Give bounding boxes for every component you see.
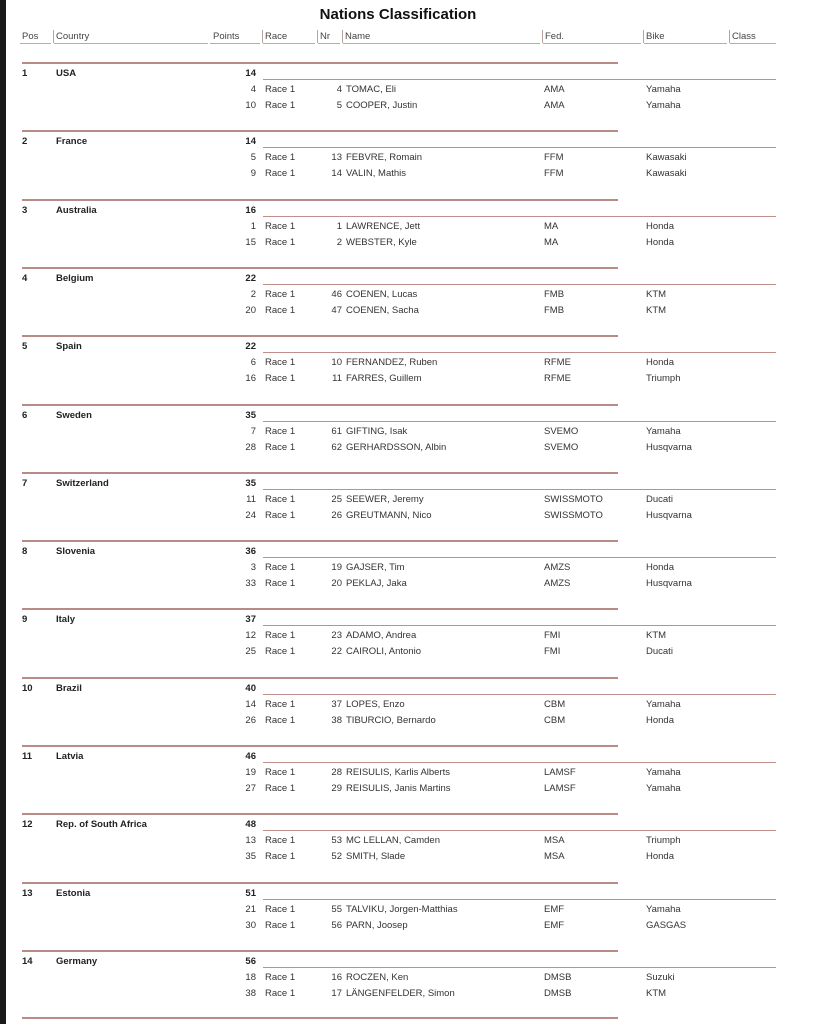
rider-fed: MA [544,220,559,232]
rider-bike: Yamaha [646,100,681,111]
nation-points: 48 [245,819,256,831]
nation-separator [22,540,618,542]
nation-separator [22,404,618,406]
header-race: Race [265,31,288,42]
rider-bike: Yamaha [646,84,681,95]
header-points: Points [213,31,240,42]
rider-nr: 46 [331,288,342,300]
rider-points: 30 [245,919,256,931]
header-name: Name [345,31,371,42]
rider-race: Race 1 [265,971,296,983]
nation-country: Sweden [56,409,92,421]
rider-nr: 37 [331,698,342,710]
rider-nr: 47 [331,304,342,316]
rider-nr: 13 [331,152,342,164]
rider-points: 16 [245,373,256,385]
rider-fed: FMB [544,304,565,316]
rider-bike: Suzuki [646,971,675,983]
nation-points: 35 [245,409,256,421]
nation-block [0,130,823,198]
rider-nr: 17 [331,987,342,999]
nation-separator [22,950,618,952]
rider-bike: Yamaha [646,767,681,778]
rider-points: 4 [250,84,256,95]
rider-race: Race 1 [265,987,296,999]
header-country: Country [56,31,90,42]
rider-nr: 19 [331,562,342,574]
rider-name: REISULIS, Karlis Alberts [346,767,451,778]
rider-nr: 38 [331,714,342,726]
rider-fed: FMI [544,646,561,658]
rider-points: 28 [245,441,256,453]
nation-pos: 14 [22,955,33,967]
nation-separator [22,882,618,884]
rider-fed: MA [544,236,559,248]
rider-fed: SVEMO [544,441,579,453]
rider-race: Race 1 [265,767,296,778]
rider-bike: Triumph [646,835,681,847]
nation-separator [22,745,618,747]
rider-name: PARN, Joosep [346,919,408,931]
rider-fed: CBM [544,714,566,726]
nation-points: 22 [245,272,256,284]
nation-points-underline [263,147,776,148]
nation-block [0,813,823,881]
nation-block [0,608,823,676]
header-underline-name [343,30,540,44]
nation-pos: 2 [22,136,28,148]
rider-bike: Kawasaki [646,168,687,180]
rider-fed: AMA [544,100,565,111]
nation-country: Switzerland [56,477,109,489]
page-title: Nations Classification [319,6,477,23]
nation-points-underline [263,967,776,968]
nation-country: Italy [56,614,76,626]
nation-points: 40 [245,682,256,694]
nation-country: Estonia [56,887,91,899]
nation-points-underline [263,489,776,490]
rider-bike: Yamaha [646,425,681,437]
nation-pos: 9 [22,614,28,626]
nation-points: 56 [245,955,256,967]
rider-race: Race 1 [265,851,296,863]
rider-bike: Honda [646,562,674,574]
rider-points: 14 [245,698,256,710]
rider-name: GIFTING, Isak [346,425,408,437]
nation-points-underline [263,421,776,422]
nation-country: Rep. of South Africa [56,819,147,831]
nation-points-underline [263,625,776,626]
nation-separator [22,677,618,679]
nation-pos: 11 [22,751,33,762]
rider-fed: EMF [544,919,565,931]
rider-points: 1 [250,220,256,232]
rider-name: TOMAC, Eli [346,84,396,95]
rider-points: 9 [250,168,256,180]
rider-race: Race 1 [265,220,296,232]
nation-country: Brazil [56,682,82,694]
nation-points-underline [263,284,776,285]
rider-points: 12 [245,630,256,642]
rider-name: TIBURCIO, Bernardo [346,714,436,726]
rider-nr: 29 [331,783,342,794]
rider-points: 35 [245,851,256,863]
rider-bike: Husqvarna [646,578,692,590]
rider-nr: 5 [336,100,342,111]
rider-points: 25 [245,646,256,658]
rider-nr: 4 [336,84,342,95]
rider-points: 5 [250,152,256,164]
rider-name: GREUTMANN, Nico [346,509,432,521]
rider-name: GAJSER, Tim [346,562,405,574]
rider-name: FARRES, Guillem [346,373,422,385]
nation-points: 14 [245,68,256,79]
nation-separator [22,813,618,815]
rider-bike: Ducati [646,646,673,658]
rider-name: PEKLAJ, Jaka [346,578,407,590]
header-nr: Nr [320,31,331,42]
rider-bike: Yamaha [646,783,681,794]
rider-fed: FMI [544,630,561,642]
rider-race: Race 1 [265,304,296,316]
rider-race: Race 1 [265,152,296,164]
nation-points-underline [263,830,776,831]
nation-block [0,540,823,608]
nation-country: Germany [56,955,98,967]
rider-fed: SWISSMOTO [544,493,603,505]
rider-bike: KTM [646,304,667,316]
rider-points: 21 [245,903,256,915]
rider-race: Race 1 [265,714,296,726]
rider-points: 26 [245,714,256,726]
rider-points: 6 [250,357,256,369]
rider-bike: Yamaha [646,698,681,710]
rider-points: 13 [245,835,256,847]
rider-nr: 22 [331,646,342,658]
rider-name: COOPER, Justin [346,100,418,111]
rider-points: 27 [245,783,256,794]
rider-name: ADAMO, Andrea [346,630,417,642]
rider-race: Race 1 [265,441,296,453]
rider-nr: 10 [331,357,342,369]
rider-bike: Honda [646,236,674,248]
nation-block [0,882,823,950]
rider-bike: Honda [646,851,674,863]
nation-block [0,404,823,472]
rider-fed: AMA [544,84,565,95]
nation-pos: 3 [22,204,28,216]
rider-points: 38 [245,987,256,999]
nation-separator [22,608,618,610]
header-fed: Fed. [545,31,565,42]
column-header-row [0,30,823,44]
rider-race: Race 1 [265,236,296,248]
rider-name: TALVIKU, Jorgen-Matthias [346,903,458,915]
rider-nr: 55 [331,903,342,915]
rider-fed: FMB [544,288,565,300]
nation-country: Belgium [56,272,94,284]
nation-block [0,335,823,403]
rider-nr: 61 [331,425,342,437]
nation-pos: 13 [22,887,33,899]
rider-nr: 52 [331,851,342,863]
rider-nr: 2 [336,236,342,248]
nation-country: Slovenia [56,546,96,558]
rider-points: 19 [245,767,256,778]
table-end-separator [22,1017,618,1019]
rider-race: Race 1 [265,698,296,710]
nation-pos: 8 [22,546,28,558]
rider-fed: MSA [544,851,565,863]
nation-country: Spain [56,341,82,353]
nation-points-underline [263,557,776,558]
rider-name: GERHARDSSON, Albin [346,441,447,453]
rider-fed: EMF [544,903,565,915]
rider-race: Race 1 [265,84,296,95]
rider-bike: GASGAS [646,919,687,931]
rider-name: WEBSTER, Kyle [346,236,417,248]
rider-nr: 28 [331,767,342,778]
nation-block [0,472,823,540]
rider-name: LÄNGENFELDER, Simon [346,987,455,999]
nation-separator [22,130,618,132]
rider-race: Race 1 [265,562,296,574]
nation-points: 46 [245,751,256,762]
rider-points: 3 [250,562,256,574]
nation-separator [22,62,618,64]
rider-nr: 11 [332,373,342,385]
rider-fed: DMSB [544,987,572,999]
nation-pos: 7 [22,477,28,489]
rider-nr: 53 [331,835,342,847]
rider-name: ROCZEN, Ken [346,971,409,983]
rider-name: LOPES, Enzo [346,698,405,710]
rider-bike: Kawasaki [646,152,687,164]
rider-fed: LAMSF [544,767,576,778]
nation-pos: 4 [22,272,28,284]
rider-points: 24 [245,509,256,521]
rider-bike: KTM [646,987,667,999]
header-class: Class [732,31,756,42]
nation-points: 51 [245,887,256,899]
header-bike: Bike [646,31,665,42]
rider-points: 20 [245,304,256,316]
nation-country: USA [56,68,77,79]
nation-block [0,199,823,267]
nation-block [0,62,823,130]
rider-race: Race 1 [265,288,296,300]
rider-name: COENEN, Lucas [346,288,418,300]
rider-name: REISULIS, Janis Martins [346,783,451,794]
rider-nr: 25 [331,493,342,505]
nation-pos: 1 [22,68,28,79]
nation-points-underline [263,352,776,353]
nation-country: Australia [56,204,97,216]
rider-race: Race 1 [265,783,296,794]
nation-points-underline [263,216,776,217]
nation-points: 35 [245,477,256,489]
rider-race: Race 1 [265,509,296,521]
nation-points: 22 [245,341,256,353]
rider-fed: MSA [544,835,565,847]
rider-name: VALIN, Mathis [346,168,407,180]
nation-points: 36 [245,546,256,558]
rider-fed: CBM [544,698,566,710]
rider-fed: RFME [544,373,571,385]
rider-bike: Husqvarna [646,509,692,521]
rider-fed: LAMSF [544,783,576,794]
rider-fed: AMZS [544,578,571,590]
rider-nr: 26 [331,509,342,521]
rider-name: FEBVRE, Romain [346,152,423,164]
rider-nr: 23 [331,630,342,642]
rider-nr: 14 [331,168,342,180]
rider-fed: SVEMO [544,425,579,437]
rider-name: FERNANDEZ, Ruben [346,357,438,369]
rider-bike: Honda [646,220,674,232]
nation-block [0,745,823,813]
rider-race: Race 1 [265,493,296,505]
nation-points-underline [263,694,776,695]
rider-race: Race 1 [265,168,296,180]
rider-points: 7 [250,425,256,437]
nation-separator [22,199,618,201]
nation-points-underline [263,899,776,900]
rider-bike: KTM [646,288,667,300]
rider-race: Race 1 [265,425,296,437]
rider-name: SEEWER, Jeremy [346,493,424,505]
rider-name: COENEN, Sacha [346,304,419,316]
rider-points: 10 [245,100,256,111]
rider-race: Race 1 [265,835,296,847]
nation-block [0,950,823,1018]
rider-points: 2 [250,288,256,300]
rider-bike: KTM [646,630,667,642]
rider-points: 33 [245,578,256,590]
nation-points-underline [263,762,776,763]
nation-block [0,677,823,745]
rider-bike: Triumph [646,373,681,385]
nation-points: 37 [245,614,256,626]
rider-fed: FFM [544,168,564,180]
rider-bike: Husqvarna [646,441,692,453]
rider-race: Race 1 [265,903,296,915]
rider-points: 18 [245,971,256,983]
rider-bike: Ducati [646,493,673,505]
nation-separator [22,472,618,474]
rider-fed: AMZS [544,562,571,574]
rider-points: 11 [246,493,256,505]
nation-pos: 6 [22,409,28,421]
rider-nr: 56 [331,919,342,931]
rider-fed: SWISSMOTO [544,509,603,521]
rider-nr: 1 [336,220,342,232]
rider-nr: 20 [331,578,342,590]
rider-race: Race 1 [265,357,296,369]
rider-bike: Yamaha [646,903,681,915]
nation-points: 16 [245,204,256,216]
rider-nr: 62 [331,441,342,453]
rider-name: CAIROLI, Antonio [346,646,421,658]
header-pos: Pos [22,31,39,42]
nation-points-underline [263,79,776,80]
rider-race: Race 1 [265,646,296,658]
rider-nr: 16 [331,971,342,983]
nation-country: Latvia [56,751,84,762]
rider-bike: Honda [646,357,674,369]
rider-race: Race 1 [265,630,296,642]
nation-separator [22,267,618,269]
nation-separator [22,335,618,337]
rider-fed: RFME [544,357,571,369]
rider-race: Race 1 [265,100,296,111]
rider-race: Race 1 [265,919,296,931]
rider-fed: DMSB [544,971,572,983]
nation-points: 14 [245,136,256,148]
rider-name: SMITH, Slade [346,851,406,863]
rider-name: LAWRENCE, Jett [346,220,421,232]
nation-country: France [56,136,88,148]
rider-name: MC LELLAN, Camden [346,835,440,847]
rider-points: 15 [245,236,256,248]
nation-pos: 5 [22,341,28,353]
nation-pos: 10 [22,682,33,694]
rider-race: Race 1 [265,578,296,590]
nation-pos: 12 [22,819,33,831]
nation-block [0,267,823,335]
rider-bike: Honda [646,714,674,726]
rider-race: Race 1 [265,373,296,385]
rider-fed: FFM [544,152,564,164]
